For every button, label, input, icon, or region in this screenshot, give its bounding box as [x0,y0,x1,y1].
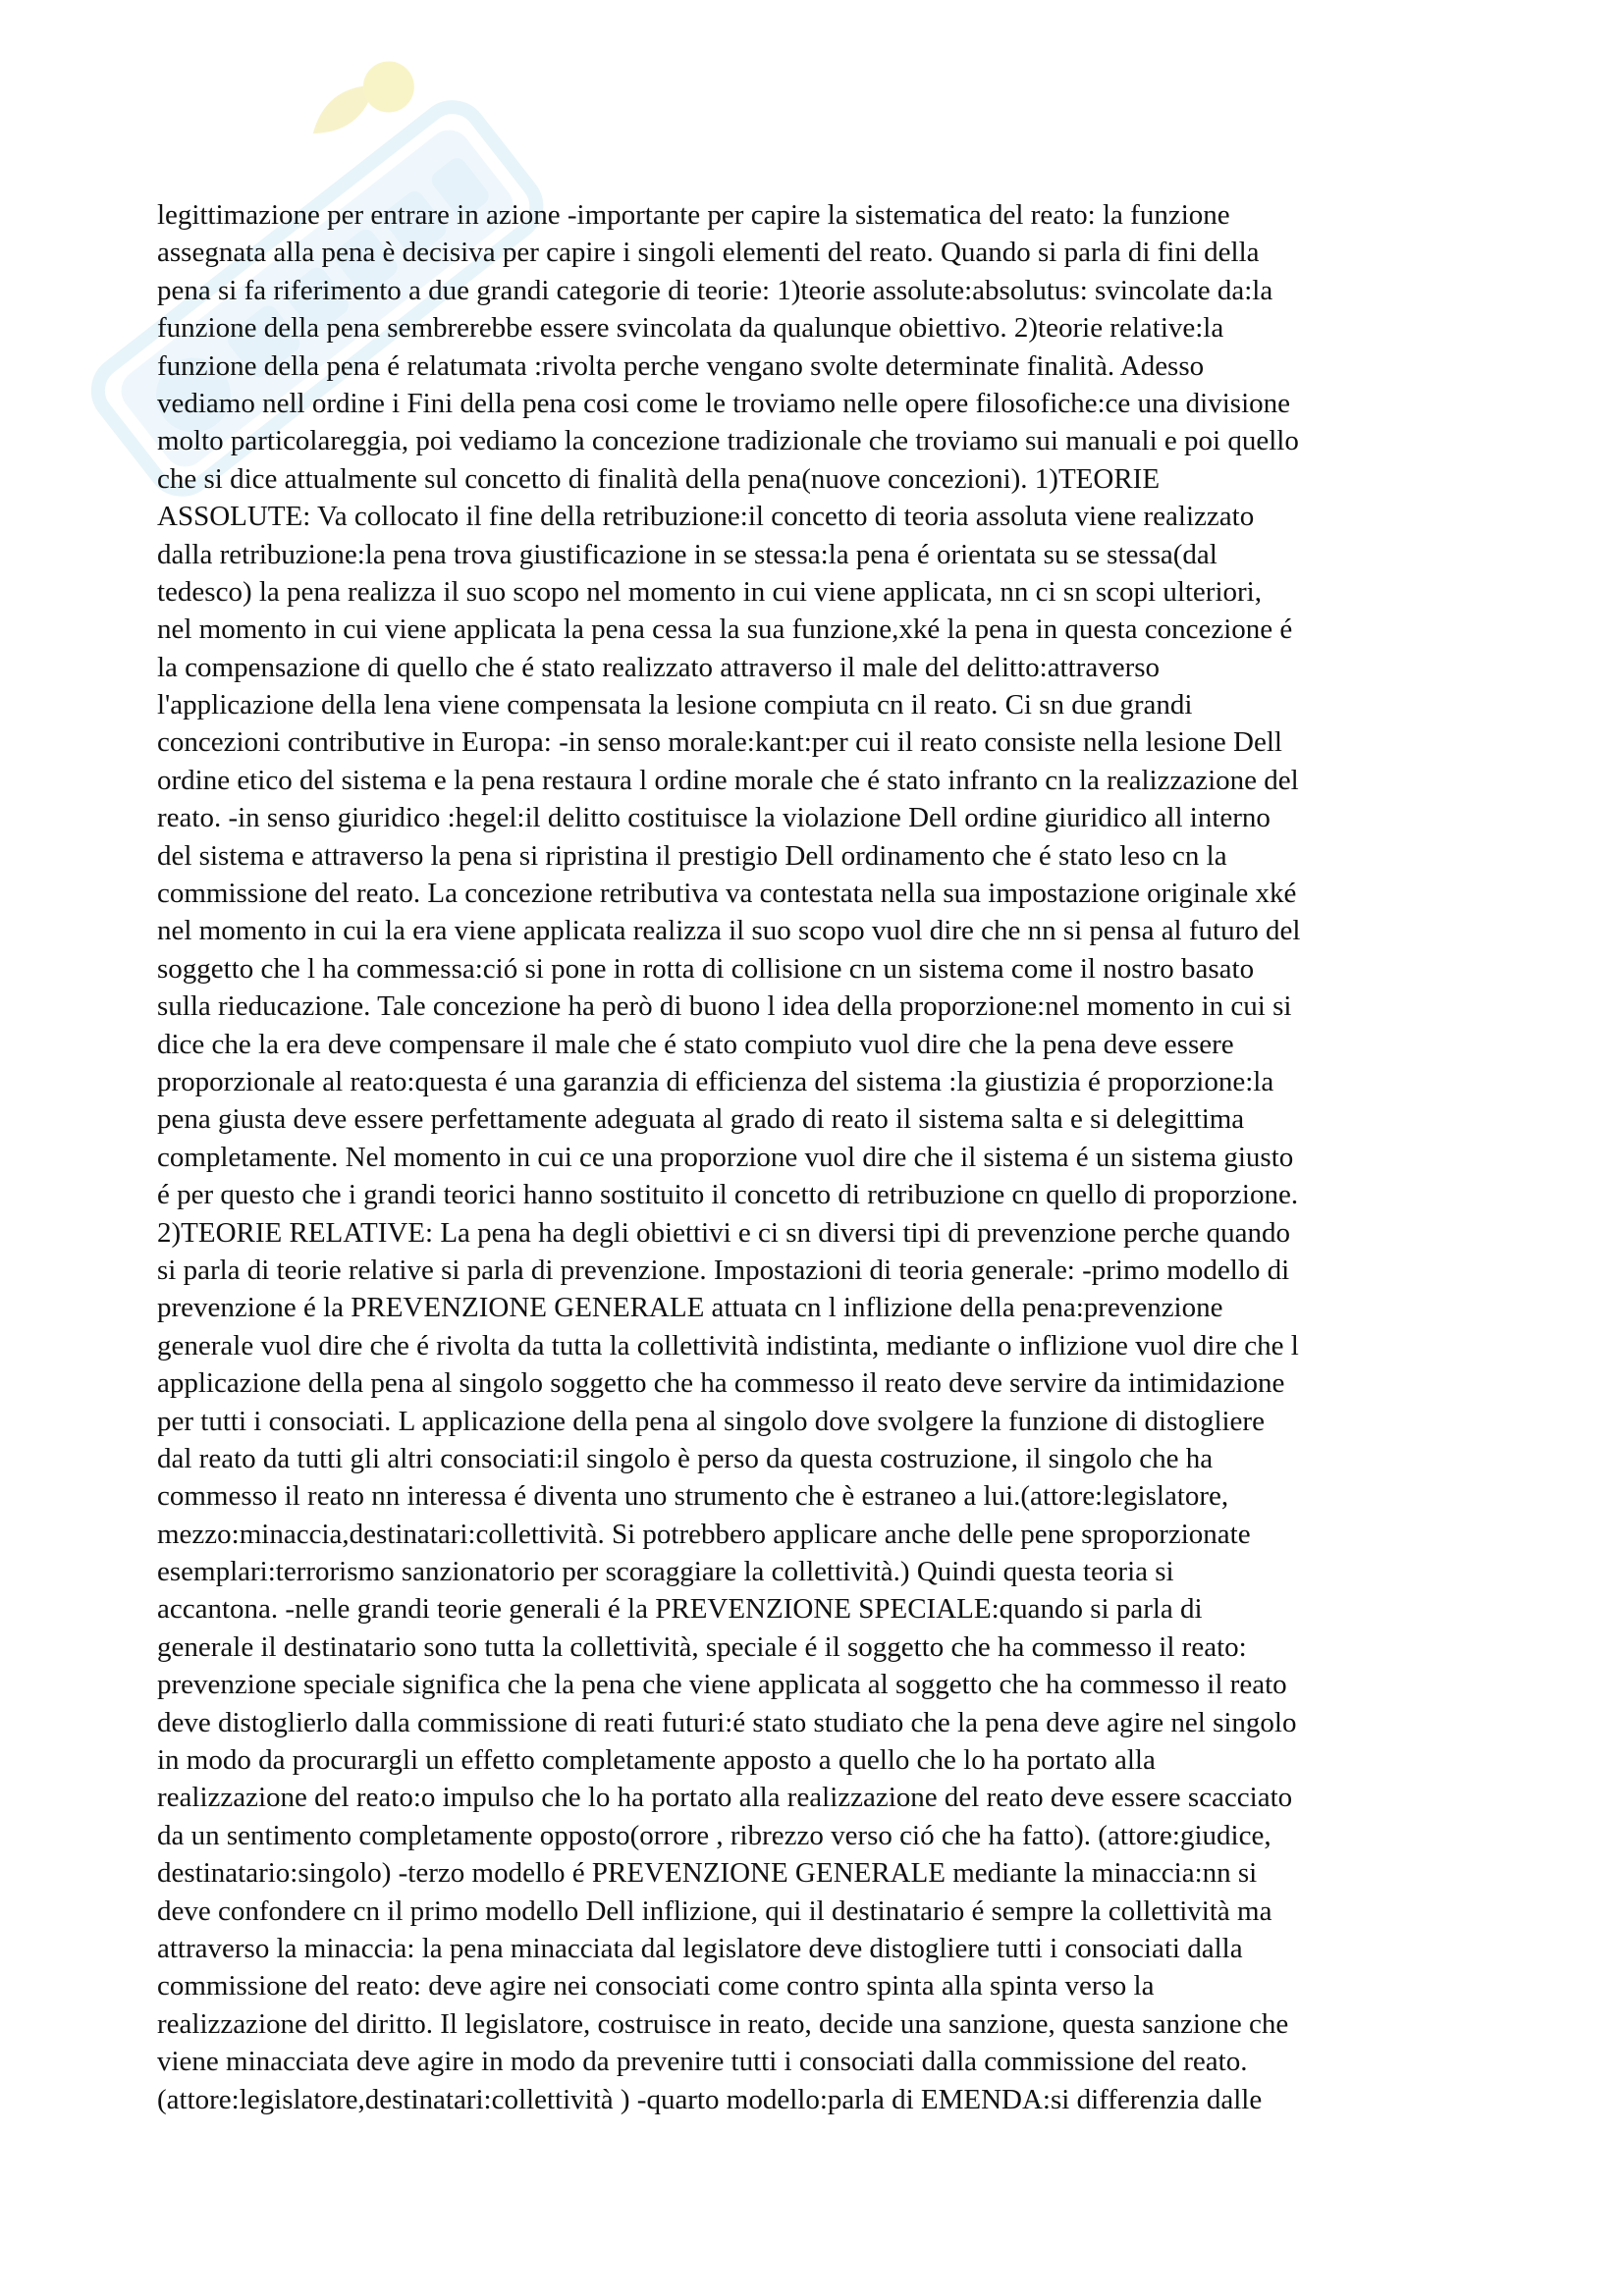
text-line: deve confondere cn il primo modello Dell inflizione, qui il destinatario é sempre la collettività ma [157,1895,1272,1927]
text-line: vediamo nell ordine i Fini della pena cosi come le troviamo nelle opere filosofiche:ce una divisione [157,387,1290,419]
text-line: pena giusta deve essere perfettamente adeguata al grado di reato il sistema salta e si delegittima [157,1103,1245,1136]
document-body [157,196,1478,2118]
text-line: dal reato da tutti gli altri consociati:il singolo è perso da questa costruzione, il singolo che ha [157,1442,1214,1474]
text-line: deve distoglierlo dalla commissione di reati futuri:é stato studiato che la pena deve agire nel singolo [157,1706,1297,1738]
text-line: ordine etico del sistema e la pena restaura l ordine morale che é stato infranto cn la realizzazione del [157,764,1299,796]
text-line: funzione della pena é relatumata :rivolta perche vengano svolte determinate finalità. Adesso [157,349,1205,382]
text-line: destinatario:singolo) -terzo modello é PREVENZIONE GENERALE mediante la minaccia:nn si [157,1857,1258,1890]
text-line: esemplari:terrorismo sanzionatorio per scoraggiare la collettività.) Quindi questa teoria si [157,1556,1174,1588]
text-line: si parla di teorie relative si parla di prevenzione. Impostazioni di teoria generale: -primo modello di [157,1254,1290,1286]
text-line: generale il destinatario sono tutta la collettività, speciale é il soggetto che ha commesso il reato: [157,1630,1247,1663]
text-line: pena si fa riferimento a due grandi categorie di teorie: 1)teorie assolute:absolutus: svincolate da:la [157,274,1273,306]
text-line: proporzionale al reato:questa é una garanzia di efficienza del sistema :la giustizia é proporzione:la [157,1065,1274,1097]
text-line: é per questo che i grandi teorici hanno sostituito il concetto di retribuzione cn quello di proporzione. [157,1179,1299,1211]
text-line: soggetto che l ha commessa:ció si pone in rotta di collisione cn un sistema come il nostro basato [157,952,1255,985]
text-line: 2)TEORIE RELATIVE: La pena ha degli obiettivi e ci sn diversi tipi di prevenzione perche quando [157,1216,1291,1249]
text-line: che si dice attualmente sul concetto di finalità della pena(nuove concezioni). 1)TEORIE [157,462,1161,495]
text-line: commissione del reato: deve agire nei consociati come contro spinta alla spinta verso la [157,1970,1155,2002]
text-line: reato. -in senso giuridico :hegel:il delitto costituisce la violazione Dell ordine giuridico all interno [157,802,1271,834]
text-line: realizzazione del diritto. Il legislatore, costruisce in reato, decide una sanzione, questa sanzione che [157,2007,1289,2040]
text-line: (attore:legislatore,destinatari:collettività ) -quarto modello:parla di EMENDA:si differenzia dalle [157,2083,1263,2115]
text-line: accantona. -nelle grandi teorie generali é la PREVENZIONE SPECIALE:quando si parla di [157,1593,1203,1626]
text-line: prevenzione speciale significa che la pena che viene applicata al soggetto che ha commesso il reato [157,1669,1287,1701]
text-line: attraverso la minaccia: la pena minacciata dal legislatore deve distogliere tutti i consociati dalla [157,1932,1243,1964]
text-line: la compensazione di quello che é stato realizzato attraverso il male del delitto:attraverso [157,651,1161,683]
text-line: del sistema e attraverso la pena si ripristina il prestigio Dell ordinamento che é stato leso cn la [157,839,1227,872]
text-line: nel momento in cui la era viene applicata realizza il suo scopo vuol dire che nn si pensa al futuro del [157,915,1301,947]
text-line: commesso il reato nn interessa é diventa uno strumento che è estraneo a lui.(attore:legislatore, [157,1480,1229,1513]
text-line: l'applicazione della lena viene compensata la lesione compiuta cn il reato. Ci sn due grandi [157,689,1193,721]
text-line: in modo da procurargli un effetto completamente apposto a quello che lo ha portato alla [157,1744,1156,1777]
text-line: concezioni contributive in Europa: -in senso morale:kant:per cui il reato consiste nella lesione Dell [157,726,1282,759]
text-line: assegnata alla pena è decisiva per capire i singoli elementi del reato. Quando si parla di fini della [157,237,1260,269]
text-line: per tutti i consociati. L applicazione della pena al singolo dove svolgere la funzione di distogliere [157,1405,1265,1437]
text-line: molto particolareggia, poi vediamo la concezione tradizionale che troviamo sui manuali e poi quello [157,425,1299,457]
text-line: applicazione della pena al singolo soggetto che ha commesso il reato deve servire da intimidazione [157,1367,1285,1400]
text-line: legittimazione per entrare in azione -importante per capire la sistematica del reato: la funzione [157,199,1230,231]
text-line: commissione del reato. La concezione retributiva va contestata nella sua impostazione originale xké [157,878,1297,910]
text-line: funzione della pena sembrerebbe essere svincolata da qualunque obiettivo. 2)teorie relative:la [157,312,1224,345]
text-line: da un sentimento completamente opposto(orrore , ribrezzo verso ció che ha fatto). (attore:giudice, [157,1819,1271,1851]
text-line: realizzazione del reato:o impulso che lo ha portato alla realizzazione del reato deve essere scacciato [157,1782,1293,1814]
text-line: generale vuol dire che é rivolta da tutta la collettività indistinta, mediante o inflizione vuol dire che l [157,1329,1299,1362]
text-line: completamente. Nel momento in cui ce una proporzione vuol dire che il sistema é un sistema giusto [157,1141,1294,1173]
text-line: sulla rieducazione. Tale concezione ha però di buono l idea della proporzione:nel momento in cui si [157,990,1292,1023]
text-line: tedesco) la pena realizza il suo scopo nel momento in cui viene applicata, nn ci sn scopi ulteriori, [157,575,1262,608]
text-line: dalla retribuzione:la pena trova giustificazione in se stessa:la pena é orientata su se stessa(dal [157,538,1217,570]
text-line: viene minacciata deve agire in modo da prevenire tutti i consociati dalla commissione del reato. [157,2046,1248,2078]
text-line: nel momento in cui viene applicata la pena cessa la sua funzione,xké la pena in questa concezione é [157,614,1293,646]
text-line: mezzo:minaccia,destinatari:collettività. Si potrebbero applicare anche delle pene sproporzionate [157,1518,1251,1550]
text-line: dice che la era deve compensare il male che é stato compiuto vuol dire che la pena deve essere [157,1028,1234,1060]
text-line: ASSOLUTE: Va collocato il fine della retribuzione:il concetto di teoria assoluta viene realizzato [157,501,1255,533]
text-line: prevenzione é la PREVENZIONE GENERALE attuata cn l inflizione della pena:prevenzione [157,1292,1223,1324]
